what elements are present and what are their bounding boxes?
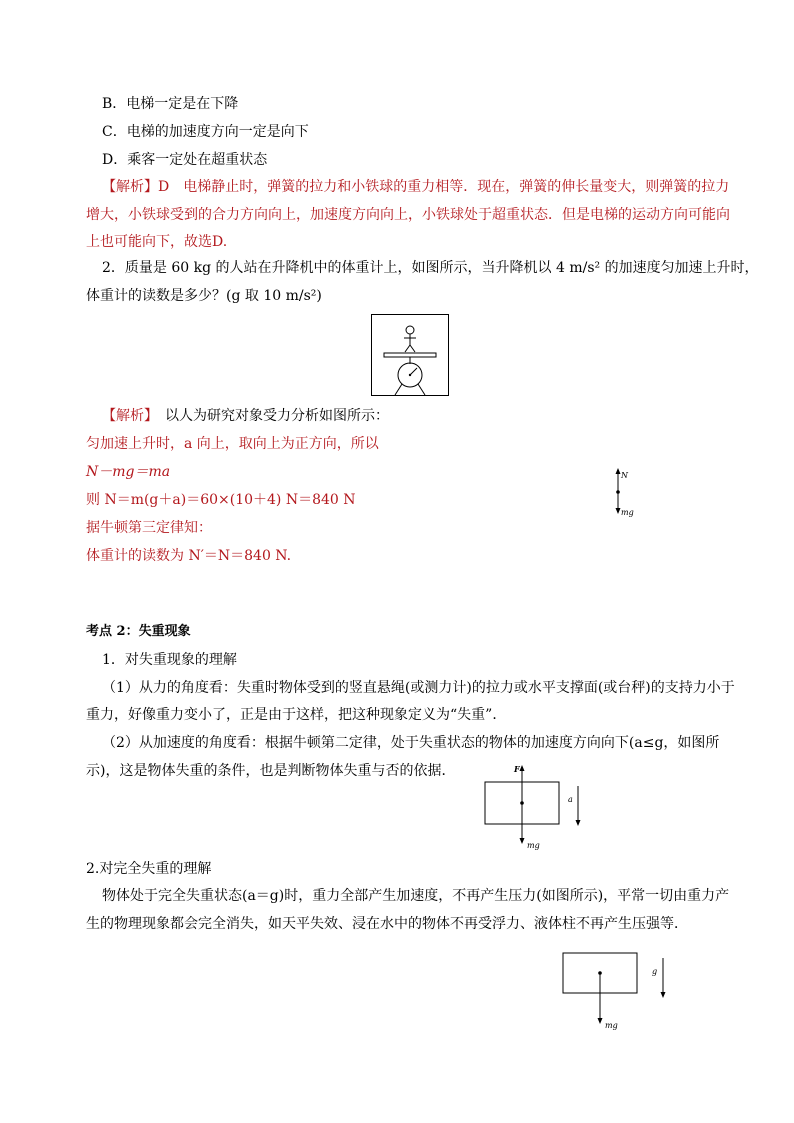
analysis2-line2: 匀加速上升时，a 向上，取向上为正方向，所以 <box>86 436 379 452</box>
mg-label: mg <box>527 841 540 850</box>
elevator-scale-figure <box>371 314 449 396</box>
analysis2-equation: N－mg＝ma <box>86 464 171 480</box>
analysis2-line5: 据牛顿第三定律知： <box>86 520 212 536</box>
option-c: C．电梯的加速度方向一定是向下 <box>102 124 309 140</box>
mg-label: mg <box>605 1021 618 1030</box>
g-label: g <box>652 967 658 976</box>
section-p1-line1: （1）从力的角度看：失重时物体受到的竖直悬绳(或测力计)的拉力或水平支撑面(或台秤)的支持力小于 <box>102 680 735 696</box>
option-b: B．电梯一定是在下降 <box>102 96 239 112</box>
section-p1-title: 1．对失重现象的理解 <box>102 652 237 668</box>
f-label: F <box>514 764 520 774</box>
section-p2-line2: 示)，这是物体失重的条件，也是判断物体失重与否的依据． <box>86 763 456 779</box>
question2-line2: 体重计的读数是多少？(g 取 10 m/s²) <box>86 288 322 304</box>
section-p2-line1: （2）从加速度的角度看：根据牛顿第二定律，处于失重状态的物体的加速度方向向下(a≤g，如图所 <box>102 735 720 751</box>
analysis-tag: 【解析】 <box>102 179 158 195</box>
analysis1-line1 <box>102 177 729 197</box>
weightlessness-force-diagram <box>478 762 588 854</box>
force-diagram-n-mg <box>606 466 646 520</box>
analysis1-line3: 上也可能向下，故选D. <box>86 234 228 250</box>
section-heading: 考点 2：失重现象 <box>86 624 191 639</box>
analysis2-result: 体重计的读数为 N′＝N＝840 N. <box>86 548 292 564</box>
section-p1-line2: 重力，好像重力变小了，正是由于这样，把这种现象定义为“失重”． <box>86 707 507 723</box>
mg-label: mg <box>621 508 634 517</box>
analysis1-line2: 增大，小铁球受到的合力方向向上，加速度方向向上，小铁球处于超重状态．但是电梯的运动方向可能向 <box>86 207 730 223</box>
analysis2-intro: 以人为研究对象受力分析如图所示： <box>151 408 389 424</box>
section-p3-line2: 生的物理现象都会完全消失，如天平失效、浸在水中的物体不再受浮力、液体柱不再产生压强等． <box>86 916 688 932</box>
option-d: D．乘客一定处在超重状态 <box>102 152 268 168</box>
analysis1-text-1: D 电梯静止时，弹簧的拉力和小铁球的重力相等．现在，弹簧的伸长量变大，则弹簧的拉力 <box>158 179 730 195</box>
section-p3-title: 2.对完全失重的理解 <box>86 861 212 877</box>
section-p3-line1: 物体处于完全失重状态(a＝g)时，重力全部产生加速度，不再产生压力(如图所示)，平常一切由重力产 <box>102 888 730 904</box>
analysis-tag: 【解析】 <box>102 408 151 424</box>
complete-weightlessness-diagram <box>556 948 676 1038</box>
analysis2-calc: 则 N＝m(g＋a)＝60×(10＋4) N＝840 N <box>86 492 356 508</box>
question2-line1: 2．质量是 60 kg 的人站在升降机中的体重计上，如图所示，当升降机以 4 m/s² 的加速度匀加速上升时， <box>102 260 759 276</box>
n-label: N <box>621 471 628 480</box>
analysis2-line1 <box>102 406 389 426</box>
a-label: a <box>568 795 573 804</box>
